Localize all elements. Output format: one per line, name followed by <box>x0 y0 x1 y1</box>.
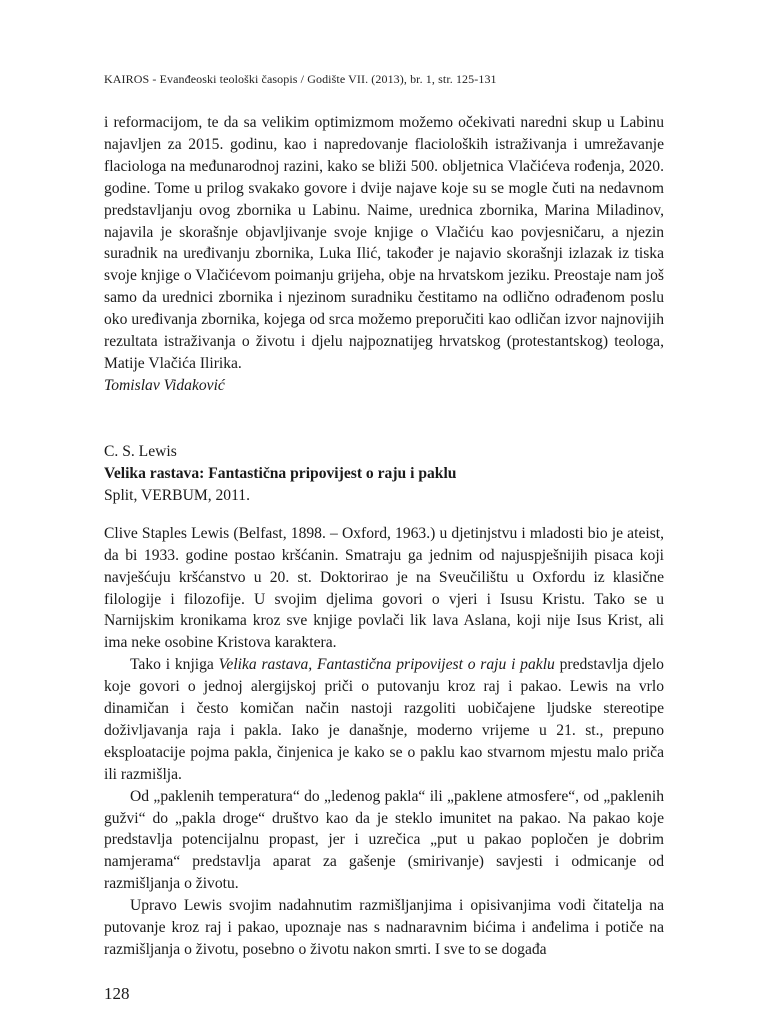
p2-text-after: predstavlja djelo koje govori o jednoj alergijskoj priči o putovanju kroz raj i pakao. Lewis na vrlo dinamičan i često komičan način nastoji razgoliti uobičajene ljudske stereotipe doživljavanja raja i pakla. Iako je današnje, moderno vrijeme u 21. st., prepuno eksploatacije pojma pakla, činjenica je kako se o paklu kao stvarnom mjestu malo priča ili razmišlja. <box>104 656 664 783</box>
previous-review-closing-paragraph: i reformacijom, te da sa velikim optimizmom možemo očekivati naredni skup u Labinu najavljen za 2015. godinu, kao i napredovanje flacioloških istraživanja i umrežavanje flaciologa na međunarodnoj razini, kako se bliži 500. obljetnica Vlačićeva rođenja, 2020. godine. Tome u prilog svakako govore i dvije najave koje su se mogle čuti na nedavnom predstavljanju ovog zbornika u Labinu. Naime, urednica zbornika, Marina Miladinov, najavila je skorašnje objavljivanje svoje knjige o Vlačiću kao povjesničaru, a njezin suradnik na uređivanju zbornika, Luka Ilić, također je najavio skorašnji izlazak iz tiska svoje knjige o Vlačićevom poimanju grijeha, obje na hrvatskom jeziku. Preostaje nam još samo da urednici zbornika i njezinom suradniku čestitamo na odlično odrađenom poslu oko uređivanja zbornika, kojega od srca možemo preporučiti kao odličan izvor najnovijih rezultata istraživanja o životu i djelu najpoznatijeg hrvatskog (protestantskog) teologa, Matije Vlačića Ilirika. <box>104 114 664 372</box>
review-paragraph-3: Od „paklenih temperatura“ do „ledenog pakla“ ili „paklene atmosfere“, od „paklenih gužvi“ do „pakla droge“ društvo kao da je steklo imunitet na pakao. Na pakao koje predstavlja potencijalnu propast, jer i uzrečica „put u pakao popločen je dobrim namjerama“ predstavlja aparat za gašenje (smirivanje) savjesti i odmicanje od razmišljanja o životu. <box>104 787 664 893</box>
review-heading <box>104 441 664 507</box>
running-header: KAIROS - Evanđeoski teološki časopis / Godište VII. (2013), br. 1, str. 125-131 <box>104 72 497 86</box>
review-paragraph-1: Clive Staples Lewis (Belfast, 1898. – Oxford, 1963.) u djetinjstvu i mladosti bio je ateist, da bi 1933. godine postao kršćanin. Smatraju ga jednim od najuspješnijih pisaca koji navješćuju kršćanstvo u 20. st. Doktorirao je na Sveučilištu u Oxfordu iz klasične filologije i filozofije. U svojim djelima govori o vjeri i Isusu Kristu. Tako se u Narnijskim kronikama kroz sve knjige povlači lik lava Aslana, koji nije Isus Krist, ali ima neke osobine Kristova karaktera. <box>104 524 664 652</box>
p2-text-before: Tako i knjiga <box>130 656 219 674</box>
book-title: Velika rastava: Fantastična pripovijest o raju i paklu <box>104 464 457 482</box>
book-author: C. S. Lewis <box>104 442 177 460</box>
page-number: 128 <box>104 984 130 1003</box>
review-paragraph-2 <box>104 654 664 785</box>
review-paragraph-4: Upravo Lewis svojim nadahnutim razmišljanjima i opisivanjima vodi čitatelja na putovanje kroz raj i pakao, upoznaje nas s nadnaravnim bićima i anđelima i potiče na razmišljanja o životu, posebno o životu nakon smrti. I sve to se događa <box>104 897 664 958</box>
reviewer-signature: Tomislav Vidaković <box>104 376 225 394</box>
p2-book-title-italic: Velika rastava, Fantastična pripovijest o raju i paklu <box>218 656 555 674</box>
review-body <box>104 523 664 961</box>
publication-info: Split, VERBUM, 2011. <box>104 486 251 504</box>
page-body <box>104 112 664 961</box>
